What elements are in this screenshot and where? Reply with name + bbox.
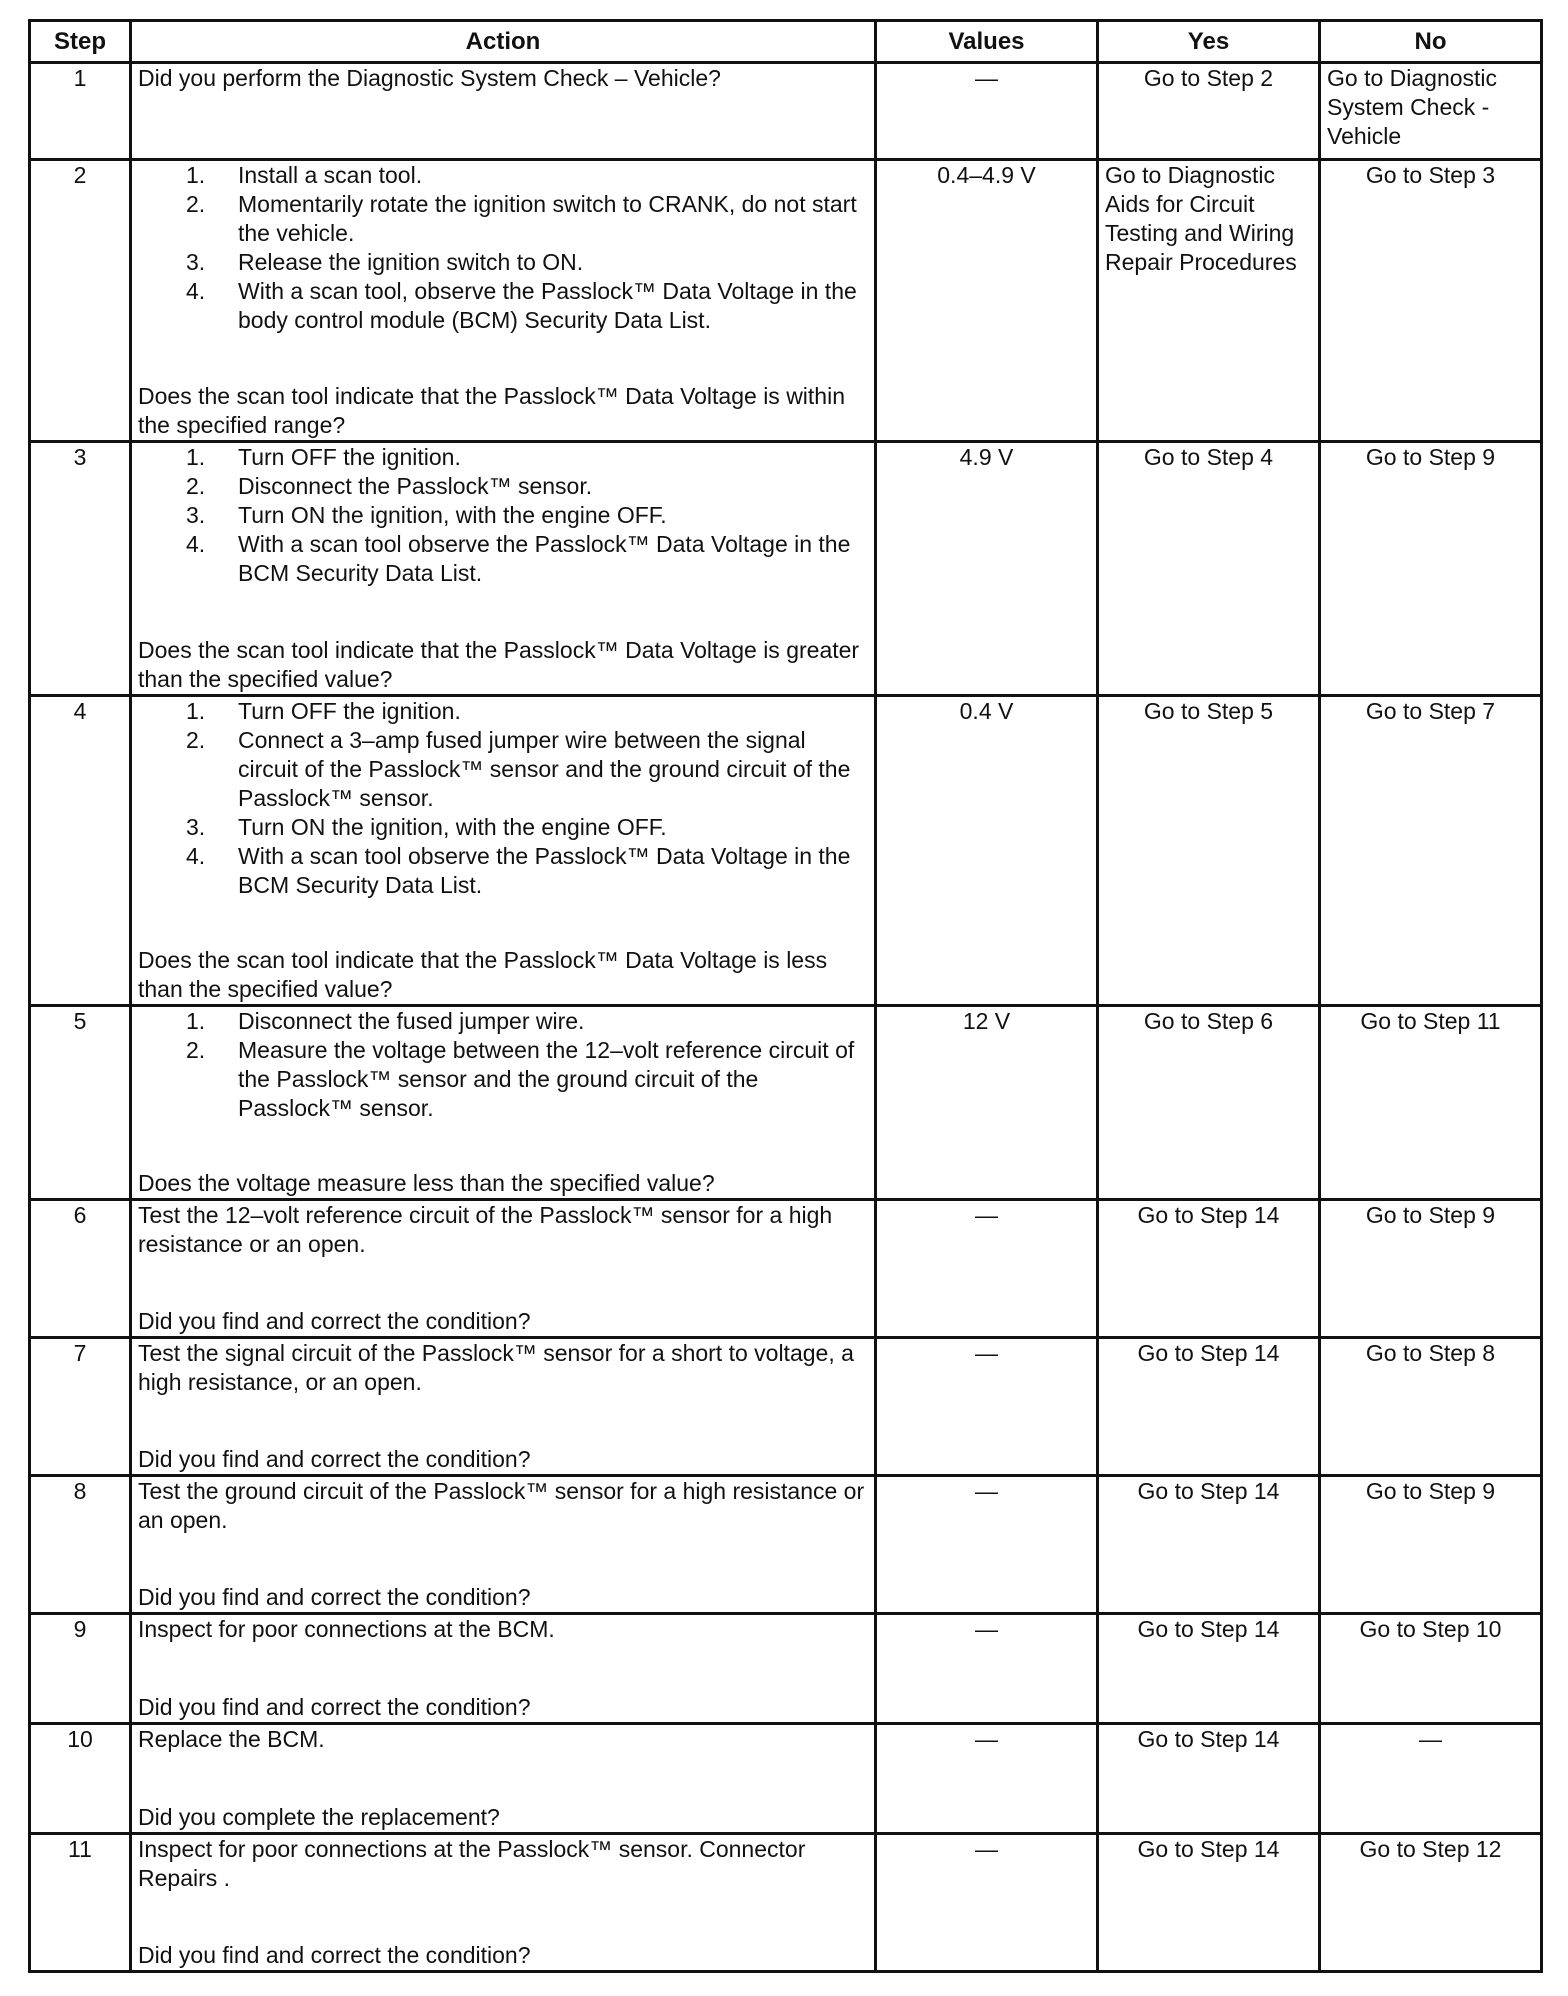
list-item xyxy=(138,501,868,530)
no-cell: Go to Step 9 xyxy=(1320,1476,1542,1614)
action-cell xyxy=(131,1614,876,1724)
step-number: 7 xyxy=(30,1338,131,1476)
header-no: No xyxy=(1320,21,1542,63)
yes-cell: Go to Step 14 xyxy=(1098,1200,1320,1338)
yes-cell: Go to Step 14 xyxy=(1098,1338,1320,1476)
action-cell xyxy=(131,1724,876,1834)
value-cell: — xyxy=(876,63,1098,160)
table-row xyxy=(30,1006,1542,1200)
table-row xyxy=(30,442,1542,696)
yes-cell: Go to Diagnostic Aids for Circuit Testing and Wiring Repair Procedures xyxy=(1098,160,1320,442)
list-item xyxy=(138,813,868,842)
action-content xyxy=(138,1615,868,1722)
table-row xyxy=(30,160,1542,442)
action-content xyxy=(138,1007,868,1198)
value-cell: — xyxy=(876,1476,1098,1614)
list-item-number: 2. xyxy=(186,473,206,499)
action-cell xyxy=(131,63,876,160)
step-number: 6 xyxy=(30,1200,131,1338)
list-item-number: 4. xyxy=(186,531,206,557)
list-item xyxy=(138,248,868,277)
yes-cell: Go to Step 2 xyxy=(1098,63,1320,160)
action-top xyxy=(138,64,868,93)
action-question: Does the voltage measure less than the specified value? xyxy=(138,1170,715,1196)
list-item-text: Measure the voltage between the 12–volt reference circuit of the Passlock™ sensor and the ground circuit of the Passlock™ sensor. xyxy=(238,1037,855,1121)
action-content xyxy=(138,443,868,694)
yes-cell: Go to Step 14 xyxy=(1098,1476,1320,1614)
action-instruction: Replace the BCM. xyxy=(138,1726,325,1752)
no-cell: — xyxy=(1320,1724,1542,1834)
action-instruction: Test the signal circuit of the Passlock™ sensor for a short to voltage, a high resistance, or an open. xyxy=(138,1340,854,1395)
procedure-list xyxy=(138,443,868,588)
table-row xyxy=(30,1834,1542,1972)
action-top xyxy=(138,1339,868,1397)
action-content xyxy=(138,697,868,1004)
list-item-number: 1. xyxy=(186,698,206,724)
action-question: Did you find and correct the condition? xyxy=(138,1308,531,1334)
no-cell: Go to Step 3 xyxy=(1320,160,1542,442)
table-row xyxy=(30,696,1542,1006)
list-item xyxy=(138,697,868,726)
action-instruction: Test the ground circuit of the Passlock™ sensor for a high resistance or an open. xyxy=(138,1478,865,1533)
yes-cell: Go to Step 14 xyxy=(1098,1614,1320,1724)
value-cell: 0.4–4.9 V xyxy=(876,160,1098,442)
list-item-number: 1. xyxy=(186,1008,206,1034)
action-question: Does the scan tool indicate that the Passlock™ Data Voltage is less than the specified value? xyxy=(138,947,828,1002)
step-number: 8 xyxy=(30,1476,131,1614)
table-row xyxy=(30,1338,1542,1476)
list-item xyxy=(138,443,868,472)
header-step: Step xyxy=(30,21,131,63)
action-question: Did you find and correct the condition? xyxy=(138,1942,531,1968)
list-item xyxy=(138,1036,868,1123)
procedure-list xyxy=(138,697,868,900)
list-item xyxy=(138,842,868,900)
action-instruction: Test the 12–volt reference circuit of the Passlock™ sensor for a high resistance or an open. xyxy=(138,1202,833,1257)
list-item-number: 3. xyxy=(186,502,206,528)
list-item xyxy=(138,472,868,501)
action-cell xyxy=(131,160,876,442)
value-cell: — xyxy=(876,1614,1098,1724)
action-cell xyxy=(131,1200,876,1338)
list-item-number: 4. xyxy=(186,278,206,304)
list-item-text: Connect a 3–amp fused jumper wire between the signal circuit of the Passlock™ sensor and the ground circuit of the Passlock™ sensor. xyxy=(238,727,851,811)
list-item-text: Turn OFF the ignition. xyxy=(238,698,461,724)
action-content xyxy=(138,1201,868,1336)
table-row xyxy=(30,1200,1542,1338)
action-top xyxy=(138,443,868,588)
action-question: Did you find and correct the condition? xyxy=(138,1446,531,1472)
list-item-text: With a scan tool observe the Passlock™ Data Voltage in the BCM Security Data List. xyxy=(238,843,851,898)
action-top xyxy=(138,1725,868,1754)
value-cell: — xyxy=(876,1834,1098,1972)
list-item-number: 3. xyxy=(186,814,206,840)
action-top xyxy=(138,1477,868,1535)
table-row xyxy=(30,63,1542,160)
yes-cell: Go to Step 4 xyxy=(1098,442,1320,696)
action-top xyxy=(138,1835,868,1893)
list-item-text: Turn OFF the ignition. xyxy=(238,444,461,470)
action-instruction: Did you perform the Diagnostic System Check – Vehicle? xyxy=(138,65,721,91)
list-item-text: Turn ON the ignition, with the engine OFF. xyxy=(238,502,667,528)
table-row xyxy=(30,1614,1542,1724)
action-top xyxy=(138,1007,868,1123)
no-cell: Go to Step 9 xyxy=(1320,442,1542,696)
action-question: Does the scan tool indicate that the Passlock™ Data Voltage is within the specified range? xyxy=(138,383,846,438)
action-question: Did you find and correct the condition? xyxy=(138,1584,531,1610)
header-row xyxy=(30,21,1542,63)
action-content xyxy=(138,161,868,440)
list-item xyxy=(138,1007,868,1036)
procedure-list xyxy=(138,161,868,335)
list-item xyxy=(138,277,868,335)
step-number: 3 xyxy=(30,442,131,696)
header-yes: Yes xyxy=(1098,21,1320,63)
value-cell: — xyxy=(876,1200,1098,1338)
value-cell: 0.4 V xyxy=(876,696,1098,1006)
no-cell: Go to Step 9 xyxy=(1320,1200,1542,1338)
list-item-text: Release the ignition switch to ON. xyxy=(238,249,584,275)
action-cell xyxy=(131,1476,876,1614)
action-content xyxy=(138,1477,868,1612)
yes-cell: Go to Step 5 xyxy=(1098,696,1320,1006)
step-number: 1 xyxy=(30,63,131,160)
value-cell: — xyxy=(876,1724,1098,1834)
action-content xyxy=(138,1339,868,1474)
no-cell: Go to Step 10 xyxy=(1320,1614,1542,1724)
list-item-text: Momentarily rotate the ignition switch to CRANK, do not start the vehicle. xyxy=(238,191,857,246)
step-number: 5 xyxy=(30,1006,131,1200)
no-cell: Go to Diagnostic System Check - Vehicle xyxy=(1320,63,1542,160)
step-number: 9 xyxy=(30,1614,131,1724)
list-item-number: 1. xyxy=(186,162,206,188)
no-cell: Go to Step 12 xyxy=(1320,1834,1542,1972)
step-number: 4 xyxy=(30,696,131,1006)
list-item xyxy=(138,161,868,190)
action-top xyxy=(138,161,868,335)
header-values: Values xyxy=(876,21,1098,63)
list-item-text: Turn ON the ignition, with the engine OFF. xyxy=(238,814,667,840)
action-top xyxy=(138,697,868,900)
diagnostic-table xyxy=(28,19,1543,1973)
action-question: Did you complete the replacement? xyxy=(138,1804,500,1830)
value-cell: 4.9 V xyxy=(876,442,1098,696)
yes-cell: Go to Step 14 xyxy=(1098,1834,1320,1972)
list-item-number: 4. xyxy=(186,843,206,869)
list-item-text: With a scan tool observe the Passlock™ Data Voltage in the BCM Security Data List. xyxy=(238,531,851,586)
action-content xyxy=(138,1835,868,1970)
procedure-list xyxy=(138,1007,868,1123)
action-question: Did you find and correct the condition? xyxy=(138,1694,531,1720)
action-cell xyxy=(131,1834,876,1972)
action-top xyxy=(138,1201,868,1259)
list-item-number: 2. xyxy=(186,1037,206,1063)
list-item xyxy=(138,726,868,813)
list-item-text: Disconnect the Passlock™ sensor. xyxy=(238,473,593,499)
action-cell xyxy=(131,1338,876,1476)
list-item xyxy=(138,190,868,248)
step-number: 2 xyxy=(30,160,131,442)
action-content xyxy=(138,1725,868,1832)
list-item-number: 3. xyxy=(186,249,206,275)
yes-cell: Go to Step 14 xyxy=(1098,1724,1320,1834)
action-cell xyxy=(131,696,876,1006)
list-item-text: Disconnect the fused jumper wire. xyxy=(238,1008,585,1034)
step-number: 11 xyxy=(30,1834,131,1972)
action-instruction: Inspect for poor connections at the BCM. xyxy=(138,1616,555,1642)
list-item xyxy=(138,530,868,588)
action-cell xyxy=(131,442,876,696)
list-item-text: With a scan tool, observe the Passlock™ Data Voltage in the body control module (BCM) Security Data List. xyxy=(238,278,857,333)
yes-cell: Go to Step 6 xyxy=(1098,1006,1320,1200)
list-item-number: 2. xyxy=(186,727,206,753)
action-top xyxy=(138,1615,868,1644)
action-content xyxy=(138,64,868,158)
step-number: 10 xyxy=(30,1724,131,1834)
header-action: Action xyxy=(131,21,876,63)
table-row xyxy=(30,1724,1542,1834)
value-cell: 12 V xyxy=(876,1006,1098,1200)
no-cell: Go to Step 11 xyxy=(1320,1006,1542,1200)
list-item-number: 1. xyxy=(186,444,206,470)
action-cell xyxy=(131,1006,876,1200)
no-cell: Go to Step 7 xyxy=(1320,696,1542,1006)
list-item-number: 2. xyxy=(186,191,206,217)
table-row xyxy=(30,1476,1542,1614)
action-question: Does the scan tool indicate that the Passlock™ Data Voltage is greater than the specified value? xyxy=(138,637,860,692)
list-item-text: Install a scan tool. xyxy=(238,162,423,188)
no-cell: Go to Step 8 xyxy=(1320,1338,1542,1476)
value-cell: — xyxy=(876,1338,1098,1476)
action-instruction: Inspect for poor connections at the Passlock™ sensor. Connector Repairs . xyxy=(138,1836,806,1891)
